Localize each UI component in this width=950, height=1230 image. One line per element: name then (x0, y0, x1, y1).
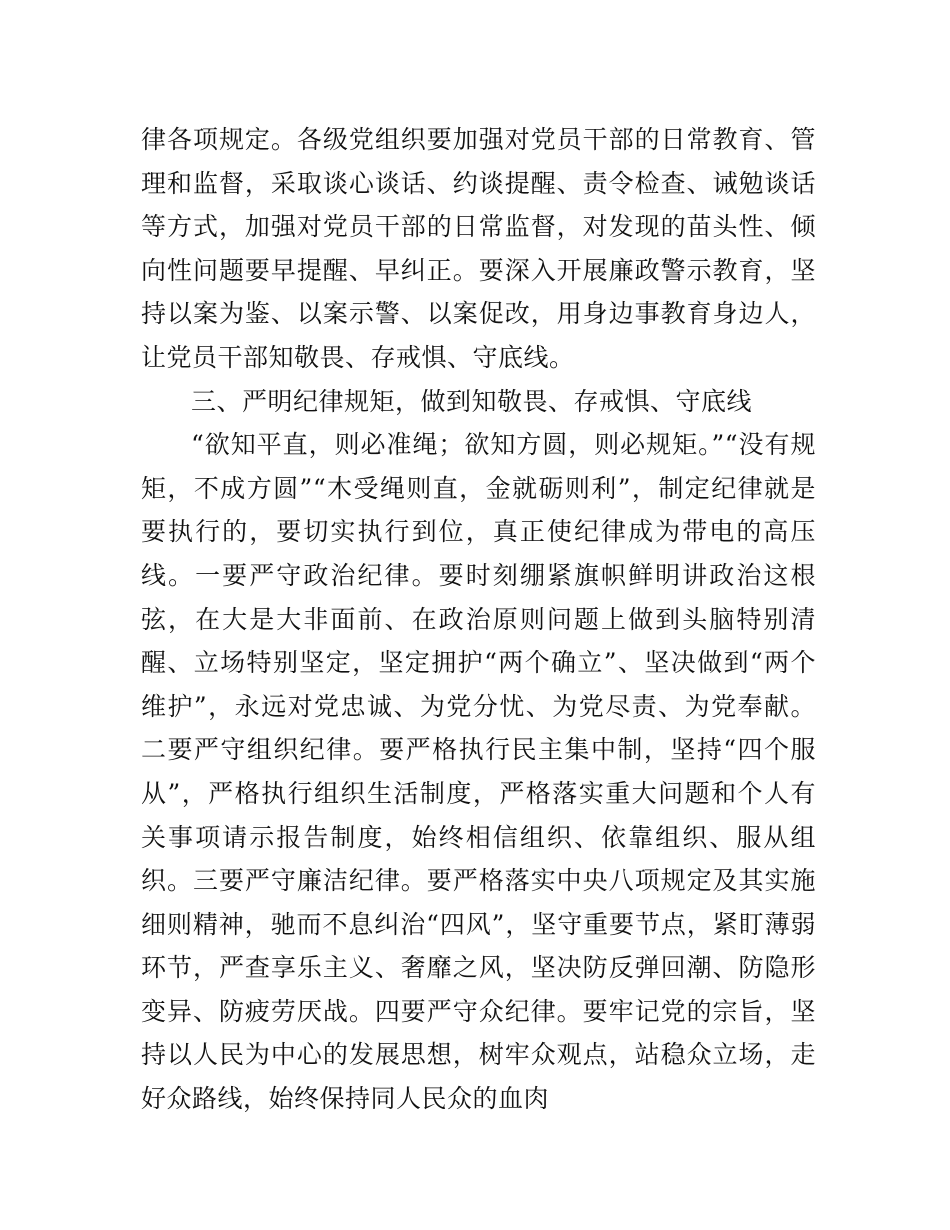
section-heading: 三、严明纪律规矩，做到知敬畏、存戒惧、守底线 (191, 386, 753, 416)
paragraph-continued: 律各项规定。各级党组织要加强对党员干部的日常教育、管理和监督，采取谈心谈话、约谈提醒、责令检查、诫勉谈话等方式，加强对党员干部的日常监督，对发现的苗头性、倾向性问题要早提醒、早纠正。要深入开展廉政警示教育，坚持以案为鉴、以案示警、以案促改，用身边事教育身边人，让党员干部知敬畏、存戒惧、守底线。 (141, 125, 816, 372)
paragraph-discipline: “欲知平直，则必准绳；欲知方圆，则必规矩。”“没有规矩，不成方圆”“木受绳则直，金就砺则利”，制定纪律就是要执行的，要切实执行到位，真正使纪律成为带电的高压线。一要严守政治纪律。要时刻绷紧旗帜鲜明讲政治这根弦，在大是大非面前、在政治原则问题上做到头脑特别清醒、立场特别坚定，坚定拥护“两个确立”、坚决做到“两个维护”，永远对党忠诚、为党分忧、为党尽责、为党奉献。二要严守组织纪律。要严格执行民主集中制，坚持“四个服从”，严格执行组织生活制度，严格落实重大问题和个人有关事项请示报告制度，始终相信组织、依靠组织、服从组织。三要严守廉洁纪律。要严格落实中央八项规定及其实施细则精神，驰而不息纠治“四风”，坚守重要节点，紧盯薄弱环节，严查享乐主义、奢靡之风，坚决防反弹回潮、防隐形变异、防疲劳厌战。四要严守众纪律。要牢记党的宗旨，坚持以人民为中心的发展思想，树牢众观点，站稳众立场，走好众路线，始终保持同人民众的血肉 (141, 430, 816, 1114)
document-body (141, 118, 816, 1121)
